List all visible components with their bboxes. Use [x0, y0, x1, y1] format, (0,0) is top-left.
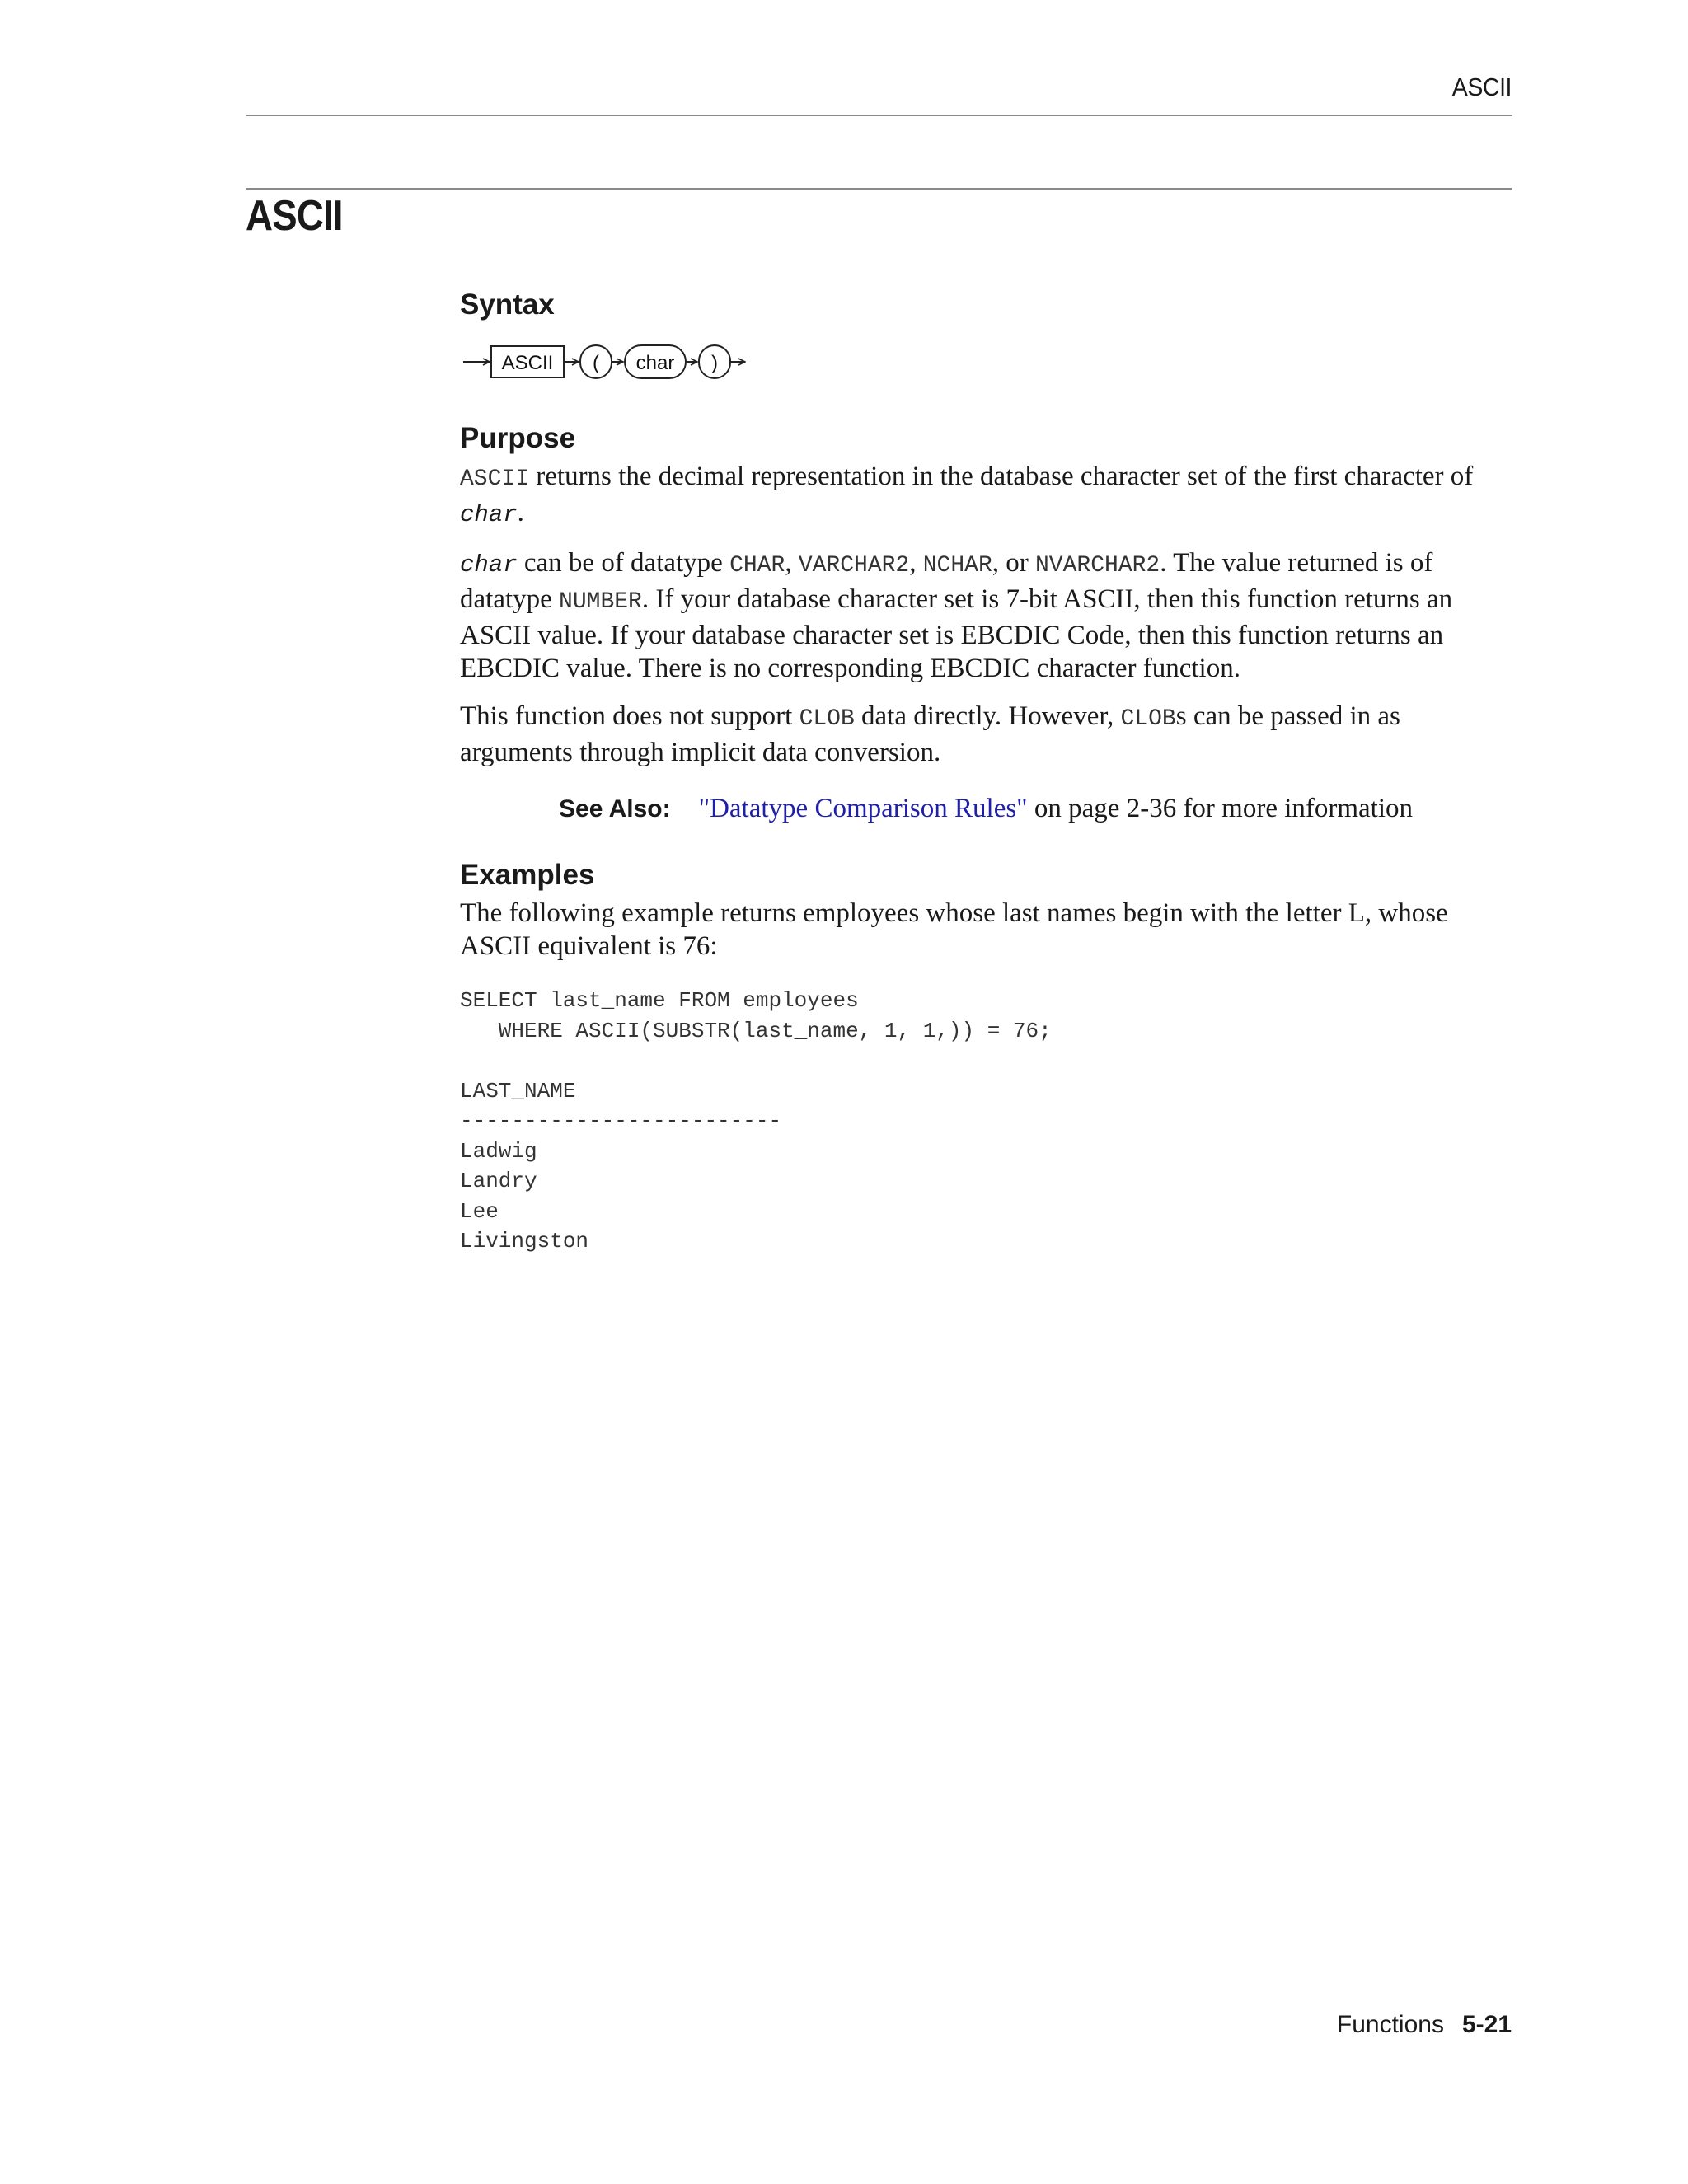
railroad-diagram — [460, 340, 790, 384]
text-span: returns the decimal representation in the database character set of the first character of — [529, 462, 1474, 491]
code-example: SELECT last_name FROM employees WHERE ASCII(SUBSTR(last_name, 1, 1,)) = 76; LAST_NAME ------------------------- Ladwig Landry Lee Livingston — [460, 988, 1052, 1254]
datatype-name: NUMBER — [559, 589, 642, 615]
page-footer — [1337, 2011, 1512, 2039]
syntax-diagram — [460, 340, 1512, 384]
datatype-name: CLOB — [1120, 706, 1176, 732]
argument-label: char — [635, 352, 675, 374]
purpose-paragraph-1 — [460, 460, 1512, 532]
examples-heading: Examples — [460, 859, 595, 891]
datatype-name: CLOB — [799, 706, 855, 732]
function-name: ASCII — [460, 466, 530, 492]
datatype-name: NVARCHAR2 — [1035, 553, 1160, 579]
text-span: , — [909, 548, 923, 578]
text-span: data directly. However, — [854, 701, 1121, 731]
text-span: , — [785, 548, 799, 578]
text-span: s can be passed in as arguments through implicit data conversion. — [460, 701, 1400, 767]
main-content — [460, 288, 1512, 1257]
text-span: . The value returned is of datatype — [460, 548, 1433, 614]
see-also-note — [559, 792, 1512, 826]
open-paren-label: ( — [593, 352, 599, 374]
argument-name: char — [460, 551, 518, 579]
text-span: . If your database character set is 7-bit ASCII, then this function returns an ASCII value. If your database character set is EBCDIC Code, then this function returns an EBCDIC value. There is no corresponding EBCDIC character function. — [460, 584, 1453, 683]
running-header: ASCII — [1451, 73, 1512, 101]
footer-section: Functions — [1336, 2011, 1444, 2038]
see-also-text: on page 2-36 for more information — [1027, 794, 1414, 823]
text-span: can be of datatype — [517, 548, 730, 578]
examples-intro: The following example returns employees whose last names begin with the letter L, whose ASCII equivalent is 76: — [460, 898, 1448, 961]
datatype-name: VARCHAR2 — [798, 553, 910, 579]
title-rule — [246, 188, 1512, 190]
text-span: . — [517, 498, 524, 527]
purpose-paragraph-2 — [460, 546, 1512, 685]
purpose-paragraph-3 — [460, 700, 1512, 769]
text-span: This function does not support — [460, 701, 799, 731]
argument-name: char — [460, 501, 518, 528]
syntax-heading: Syntax — [460, 288, 555, 321]
datatype-name: CHAR — [729, 553, 785, 579]
see-also-label: See Also: — [559, 795, 671, 823]
text-span: , or — [992, 548, 1035, 578]
page-title: ASCII — [246, 192, 343, 240]
keyword-label: ASCII — [501, 352, 554, 374]
page-number: 5-21 — [1461, 2011, 1512, 2038]
datatype-comparison-rules-link[interactable]: "Datatype Comparison Rules" — [698, 794, 1028, 823]
close-paren-label: ) — [711, 352, 718, 374]
datatype-name: NCHAR — [922, 553, 992, 579]
purpose-heading: Purpose — [460, 422, 576, 454]
header-rule — [246, 115, 1512, 116]
